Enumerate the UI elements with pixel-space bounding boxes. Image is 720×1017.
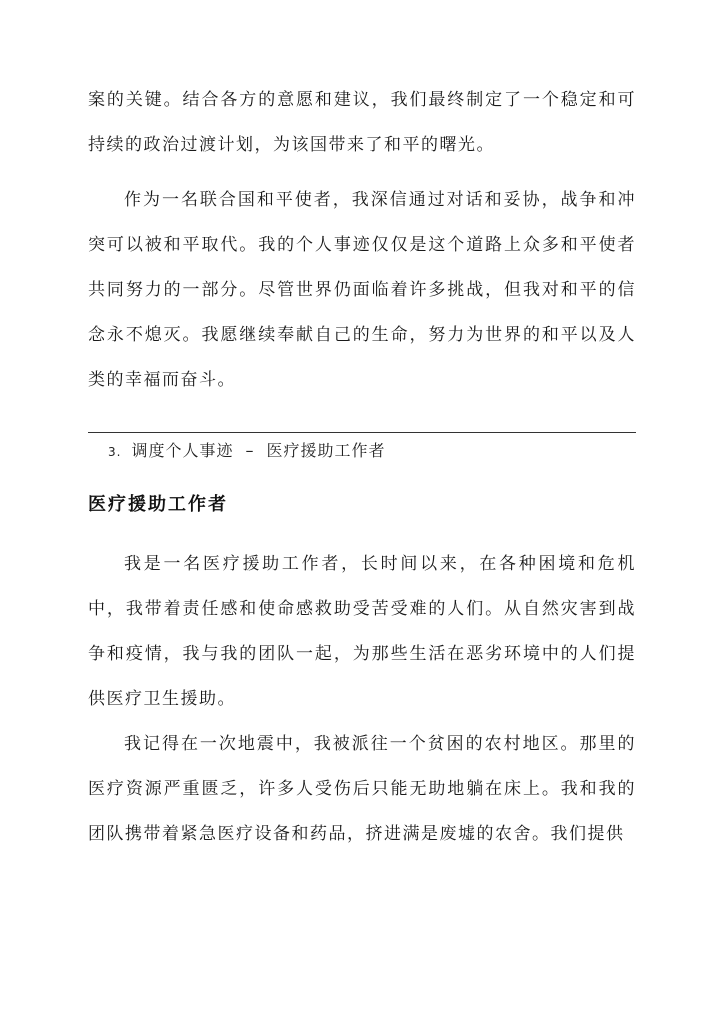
paragraph-intro: 我是一名医疗援助工作者，长时间以来，在各种困境和危机中，我带着责任感和使命感救助受苦受难的人们。从自然灾害到战争和疫情，我与我的团队一起，为那些生活在恶劣环境中的人们提供医疗卫生援助。 <box>88 554 636 709</box>
section-label <box>108 438 385 465</box>
section-number: 3. <box>108 445 122 459</box>
paragraph-peace-envoy: 作为一名联合国和平使者，我深信通过对话和妥协，战争和冲突可以被和平取代。我的个人事迹仅仅是这个道路上众多和平使者共同努力的一部分。尽管世界仍面临着许多挑战，但我对和平的信念永不熄灭。我愿继续奉献自己的生命，努力为世界的和平以及人类的幸福而奋斗。 <box>88 190 636 390</box>
section-separator: – <box>245 441 255 460</box>
section-divider <box>88 432 636 433</box>
paragraph-continuation: 案的关键。结合各方的意愿和建议，我们最终制定了一个稳定和可持续的政治过渡计划，为该国带来了和平的曙光。 <box>88 90 636 155</box>
section-subtitle: 医疗援助工作者 <box>266 441 386 460</box>
section-title: 调度个人事迹 <box>131 441 234 460</box>
paragraph-earthquake: 我记得在一次地震中，我被派往一个贫困的农村地区。那里的医疗资源严重匮乏，许多人受伤后只能无助地躺在床上。我和我的团队携带着紧急医疗设备和药品，挤进满是废墟的农舍。我们提供 <box>88 734 636 844</box>
section-heading: 医疗援助工作者 <box>88 494 228 515</box>
